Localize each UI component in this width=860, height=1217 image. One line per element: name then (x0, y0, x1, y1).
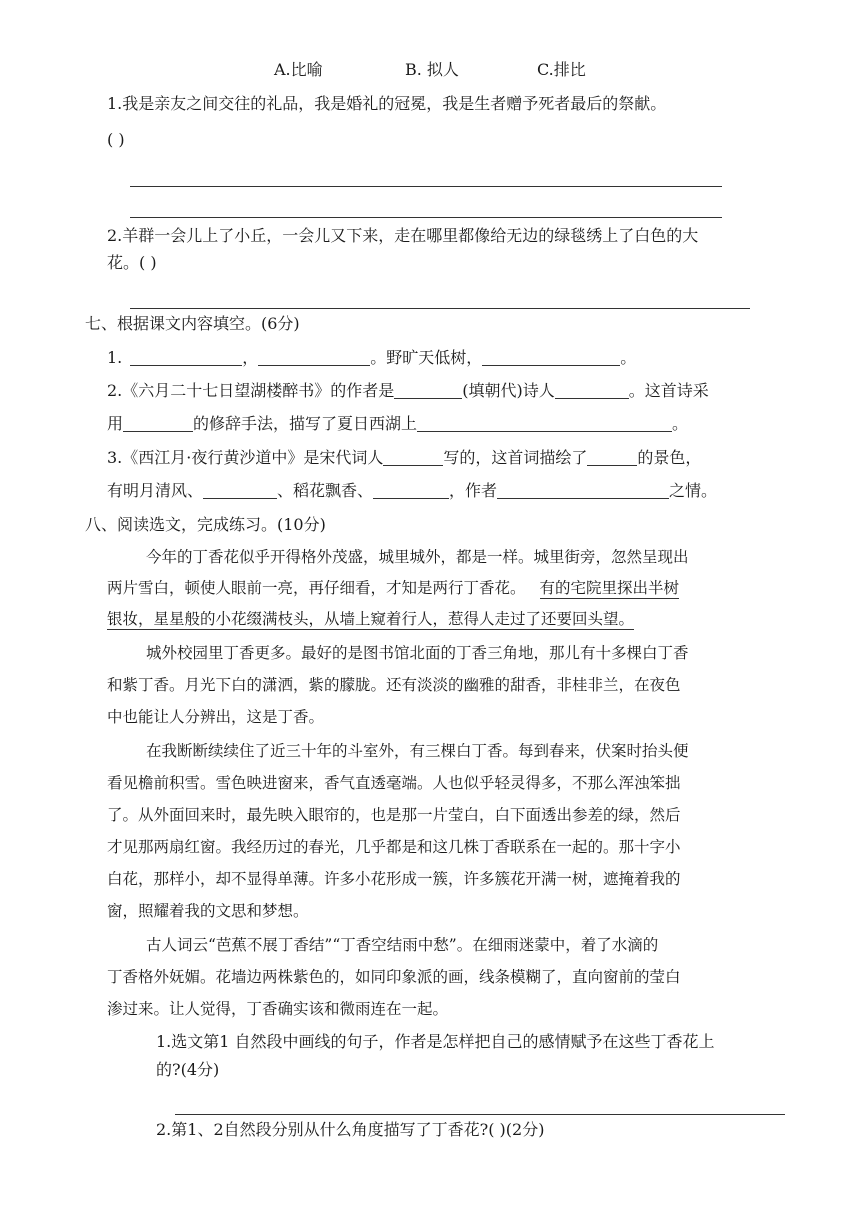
sec6-question-2-line1: 2.羊群一会儿上了小丘，一会儿又下来，走在哪里都像给无边的绿毯绣上了白色的大 (107, 226, 699, 245)
section-8-heading: 八、阅读选文，完成练习。(10分) (85, 515, 326, 534)
sec7-question-2-line1 (107, 381, 709, 401)
underlined-sentence: 银妆，星星般的小花缀满枝头，从墙上窥着行人，惹得人走过了还要回头望。 (107, 610, 635, 628)
fill-blank[interactable] (497, 482, 669, 499)
passage-line: 今年的丁香花似乎开得格外茂盛，城里城外，都是一样。城里街旁，忽然呈现出 (146, 548, 689, 566)
text: ， (242, 348, 259, 367)
text: 2.《六月二十七日望湖楼醉书》的作者是 (107, 381, 395, 400)
text: 。 (620, 348, 637, 367)
answer-line[interactable] (130, 217, 722, 218)
sec7-question-3-line1 (107, 448, 701, 468)
passage-line: 中也能让人分辨出，这是丁香。 (107, 708, 325, 726)
text: 的修辞手法，描写了夏日西湖上 (193, 414, 418, 433)
question-number: 1. (107, 348, 123, 367)
sec6-question-1-paren: ( ) (107, 130, 125, 149)
answer-line[interactable] (130, 308, 750, 309)
sec6-question-1: 1.我是亲友之间交往的礼品，我是婚礼的冠冕，我是生者赠予死者最后的祭献。 (107, 94, 667, 113)
passage-line: 了。从外面回来时，最先映入眼帘的，也是那一片莹白，白下面透出参差的绿，然后 (107, 806, 681, 824)
text: 写的，这首词描绘了 (443, 448, 588, 467)
text: (填朝代)诗人 (462, 381, 555, 400)
text: 。野旷天低树， (370, 348, 483, 367)
fill-blank[interactable] (482, 349, 620, 366)
answer-line[interactable] (130, 186, 722, 187)
underlined-sentence (107, 609, 634, 629)
fill-blank[interactable] (373, 482, 449, 499)
sec8-question-1-line2: 的?(4分) (156, 1060, 220, 1079)
sec8-question-2: 2.第1、2自然段分别从什么角度描写了丁香花?( )(2分) (156, 1120, 545, 1139)
fill-blank[interactable] (258, 349, 370, 366)
fill-blank[interactable] (383, 449, 443, 466)
passage-line: 城外校园里丁香更多。最好的是图书馆北面的丁香三角地，那儿有十多棵白丁香 (146, 644, 689, 662)
sec7-question-1 (107, 348, 636, 368)
text: 、稻花飘香、 (277, 481, 374, 500)
passage-line: 古人词云“芭蕉不展丁香结”“丁香空结雨中愁”。在细雨迷蒙中，着了水滴的 (146, 936, 659, 954)
text: 之情。 (669, 481, 718, 500)
text: 用 (107, 414, 124, 433)
option-c: C.排比 (537, 60, 586, 79)
text: ，作者 (449, 481, 498, 500)
fill-blank[interactable] (203, 482, 277, 499)
sec6-question-2-line2: 花。( ) (107, 253, 157, 272)
fill-blank[interactable] (123, 415, 193, 432)
fill-blank[interactable] (394, 382, 462, 399)
fill-blank[interactable] (417, 415, 672, 432)
passage-line: 和紫丁香。月光下白的潇洒，紫的朦胧。还有淡淡的幽雅的甜香，非桂非兰，在夜色 (107, 676, 681, 694)
passage-line: 在我断断续续住了近三十年的斗室外，有三棵白丁香。每到春来，伏案时抬头便 (146, 742, 689, 760)
sec7-question-2-line2 (107, 414, 688, 434)
passage-line: 丁香格外妩媚。花墙边两株紫色的，如同印象派的画，线条模糊了，直向窗前的莹白 (107, 968, 681, 986)
text: 有明月清风、 (107, 481, 204, 500)
answer-line[interactable] (175, 1114, 785, 1115)
passage-line: 才见那两扇红窗。我经历过的春光，几乎都是和这几株丁香联系在一起的。那十字小 (107, 838, 681, 856)
text: 。 (672, 414, 689, 433)
passage-line: 看见檐前积雪。雪色映进窗来，香气直透毫端。人也似乎轻灵得多，不那么浑浊笨拙 (107, 774, 681, 792)
text: 两片雪白，顿使人眼前一亮，再仔细看，才知是两行丁香花。 (107, 579, 526, 597)
option-b: B. 拟人 (405, 60, 459, 79)
sec7-question-3-line2 (107, 481, 717, 501)
underlined-sentence: 有的宅院里探出半树 (539, 579, 680, 597)
passage-line: 窗，照耀着我的文思和梦想。 (107, 902, 309, 920)
fill-blank[interactable] (130, 349, 242, 366)
passage-line: 白花，那样小，却不显得单薄。许多小花形成一簇，许多簇花开满一树，遮掩着我的 (107, 870, 681, 888)
fill-blank[interactable] (555, 382, 629, 399)
fill-blank[interactable] (587, 449, 637, 466)
section-7-heading: 七、根据课文内容填空。(6分) (85, 314, 300, 333)
passage-line: 渗过来。让人觉得，丁香确实该和微雨连在一起。 (107, 1000, 449, 1018)
text: 3.《西江月·夜行黄沙道中》是宋代词人 (107, 448, 384, 467)
option-a: A.比喻 (274, 60, 323, 79)
passage-line (107, 578, 679, 598)
text: 的景色， (637, 448, 702, 467)
text: 。这首诗采 (628, 381, 709, 400)
sec8-question-1-line1: 1.选文第1 自然段中画线的句子，作者是怎样把自己的感情赋予在这些丁香花上 (156, 1032, 715, 1051)
